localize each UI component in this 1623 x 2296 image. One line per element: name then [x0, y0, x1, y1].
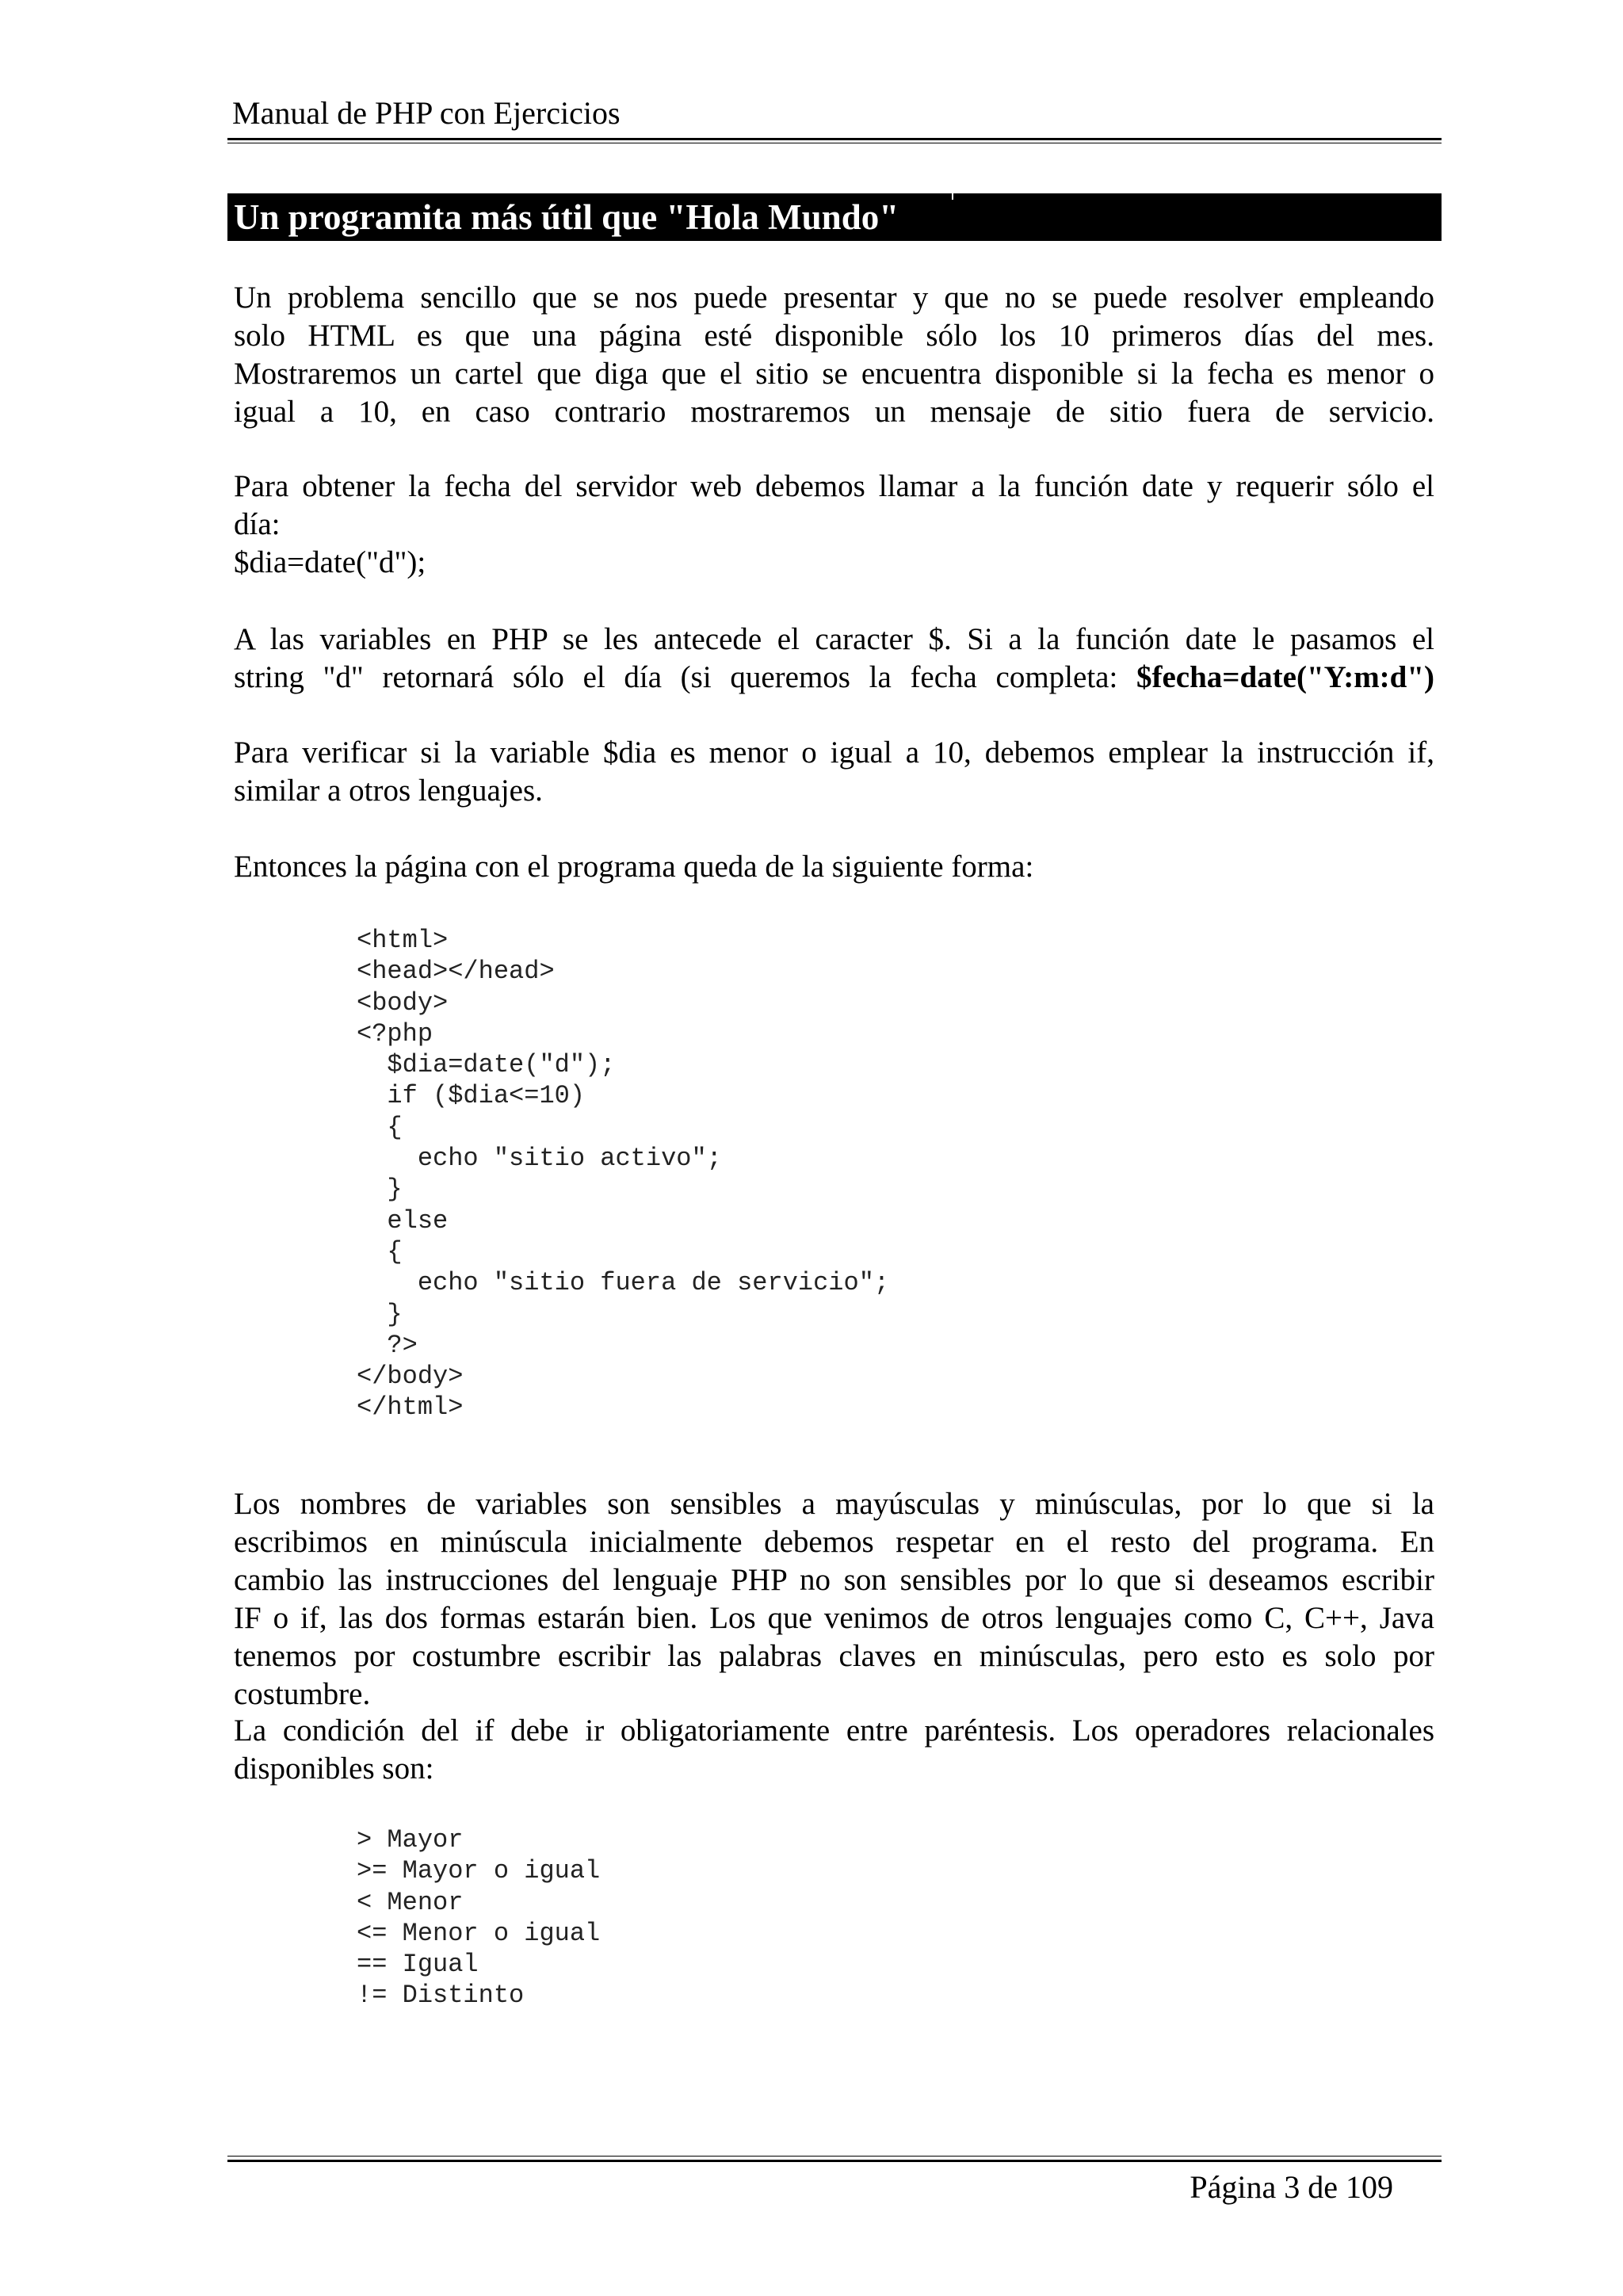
text-line-mixed [234, 659, 1434, 697]
text-line: cambio las instrucciones del lenguaje PHP no son sensibles por lo que si deseamos escribir [234, 1563, 1434, 1597]
text-line: La condición del if debe ir obligatoriamente entre paréntesis. Los operadores relacionales [234, 1713, 1434, 1748]
code-block-program: <html> <head></head> <body> <?php $dia=date("d"); if ($dia<=10) { echo "sitio activo"; } else { echo "sitio fuera de servicio"; } ?> </body> </html> [357, 926, 890, 1423]
footer-rule-thick [227, 2160, 1442, 2162]
text-span: string "d" retornará sólo el día (si queremos la fecha completa: [234, 660, 1136, 694]
heading-divider [952, 193, 953, 200]
paragraph-case-sensitivity [234, 1485, 1434, 1713]
text-line: escribimos en minúscula inicialmente debemos respetar en el resto del programa. En [234, 1525, 1434, 1559]
paragraph-intro [234, 279, 1434, 431]
text-line: IF o if, las dos formas estarán bien. Los que venimos de otros lenguajes como C, C++, Java [234, 1601, 1434, 1635]
paragraph-program-intro [234, 848, 1434, 886]
text-line: Para verificar si la variable $dia es menor o igual a 10, debemos emplear la instrucción if, [234, 735, 1434, 770]
text-line: disponibles son: [234, 1752, 434, 1786]
text-line: $dia=date("d"); [234, 545, 426, 579]
text-line: Para obtener la fecha del servidor web debemos llamar a la función date y requerir sólo el [234, 469, 1434, 503]
text-line: A las variables en PHP se les antecede el caracter $. Si a la función date le pasamos el [234, 622, 1434, 656]
text-line: Un problema sencillo que se nos puede presentar y que no se puede resolver empleando [234, 281, 1434, 315]
text-line: Mostraremos un cartel que diga que el sitio se encuentra disponible si la fecha es menor o [234, 357, 1434, 391]
code-block-operators: > Mayor >= Mayor o igual < Menor <= Menor o igual == Igual != Distinto [357, 1825, 601, 2011]
header-rule-thick [227, 138, 1442, 140]
text-line: igual a 10, en caso contrario mostraremos un mensaje de sitio fuera de servicio. [234, 395, 1434, 429]
paragraph-if [234, 734, 1434, 810]
text-line: solo HTML es que una página esté disponible sólo los 10 primeros días del mes. [234, 319, 1434, 353]
paragraph-date-function [234, 468, 1434, 582]
text-line: tenemos por costumbre escribir las palabras claves en minúsculas, pero esto es solo por [234, 1639, 1434, 1673]
text-line: Los nombres de variables son sensibles a mayúsculas y minúsculas, por lo que si la [234, 1487, 1434, 1521]
bold-code-example: $fecha=date("Y:m:d") [1136, 660, 1434, 694]
text-line: costumbre. [234, 1677, 371, 1711]
text-line: día: [234, 507, 281, 541]
text-line: similar a otros lenguajes. [234, 774, 543, 808]
footer-rule-thin [227, 2156, 1442, 2157]
paragraph-operators [234, 1712, 1434, 1788]
running-header: Manual de PHP con Ejercicios [232, 95, 621, 131]
paragraph-variables [234, 621, 1434, 697]
page-number: Página 3 de 109 [1190, 2169, 1393, 2205]
text-line: Entonces la página con el programa queda de la siguiente forma: [234, 850, 1034, 884]
section-heading: Un programita más útil que "Hola Mundo" [227, 193, 1442, 241]
